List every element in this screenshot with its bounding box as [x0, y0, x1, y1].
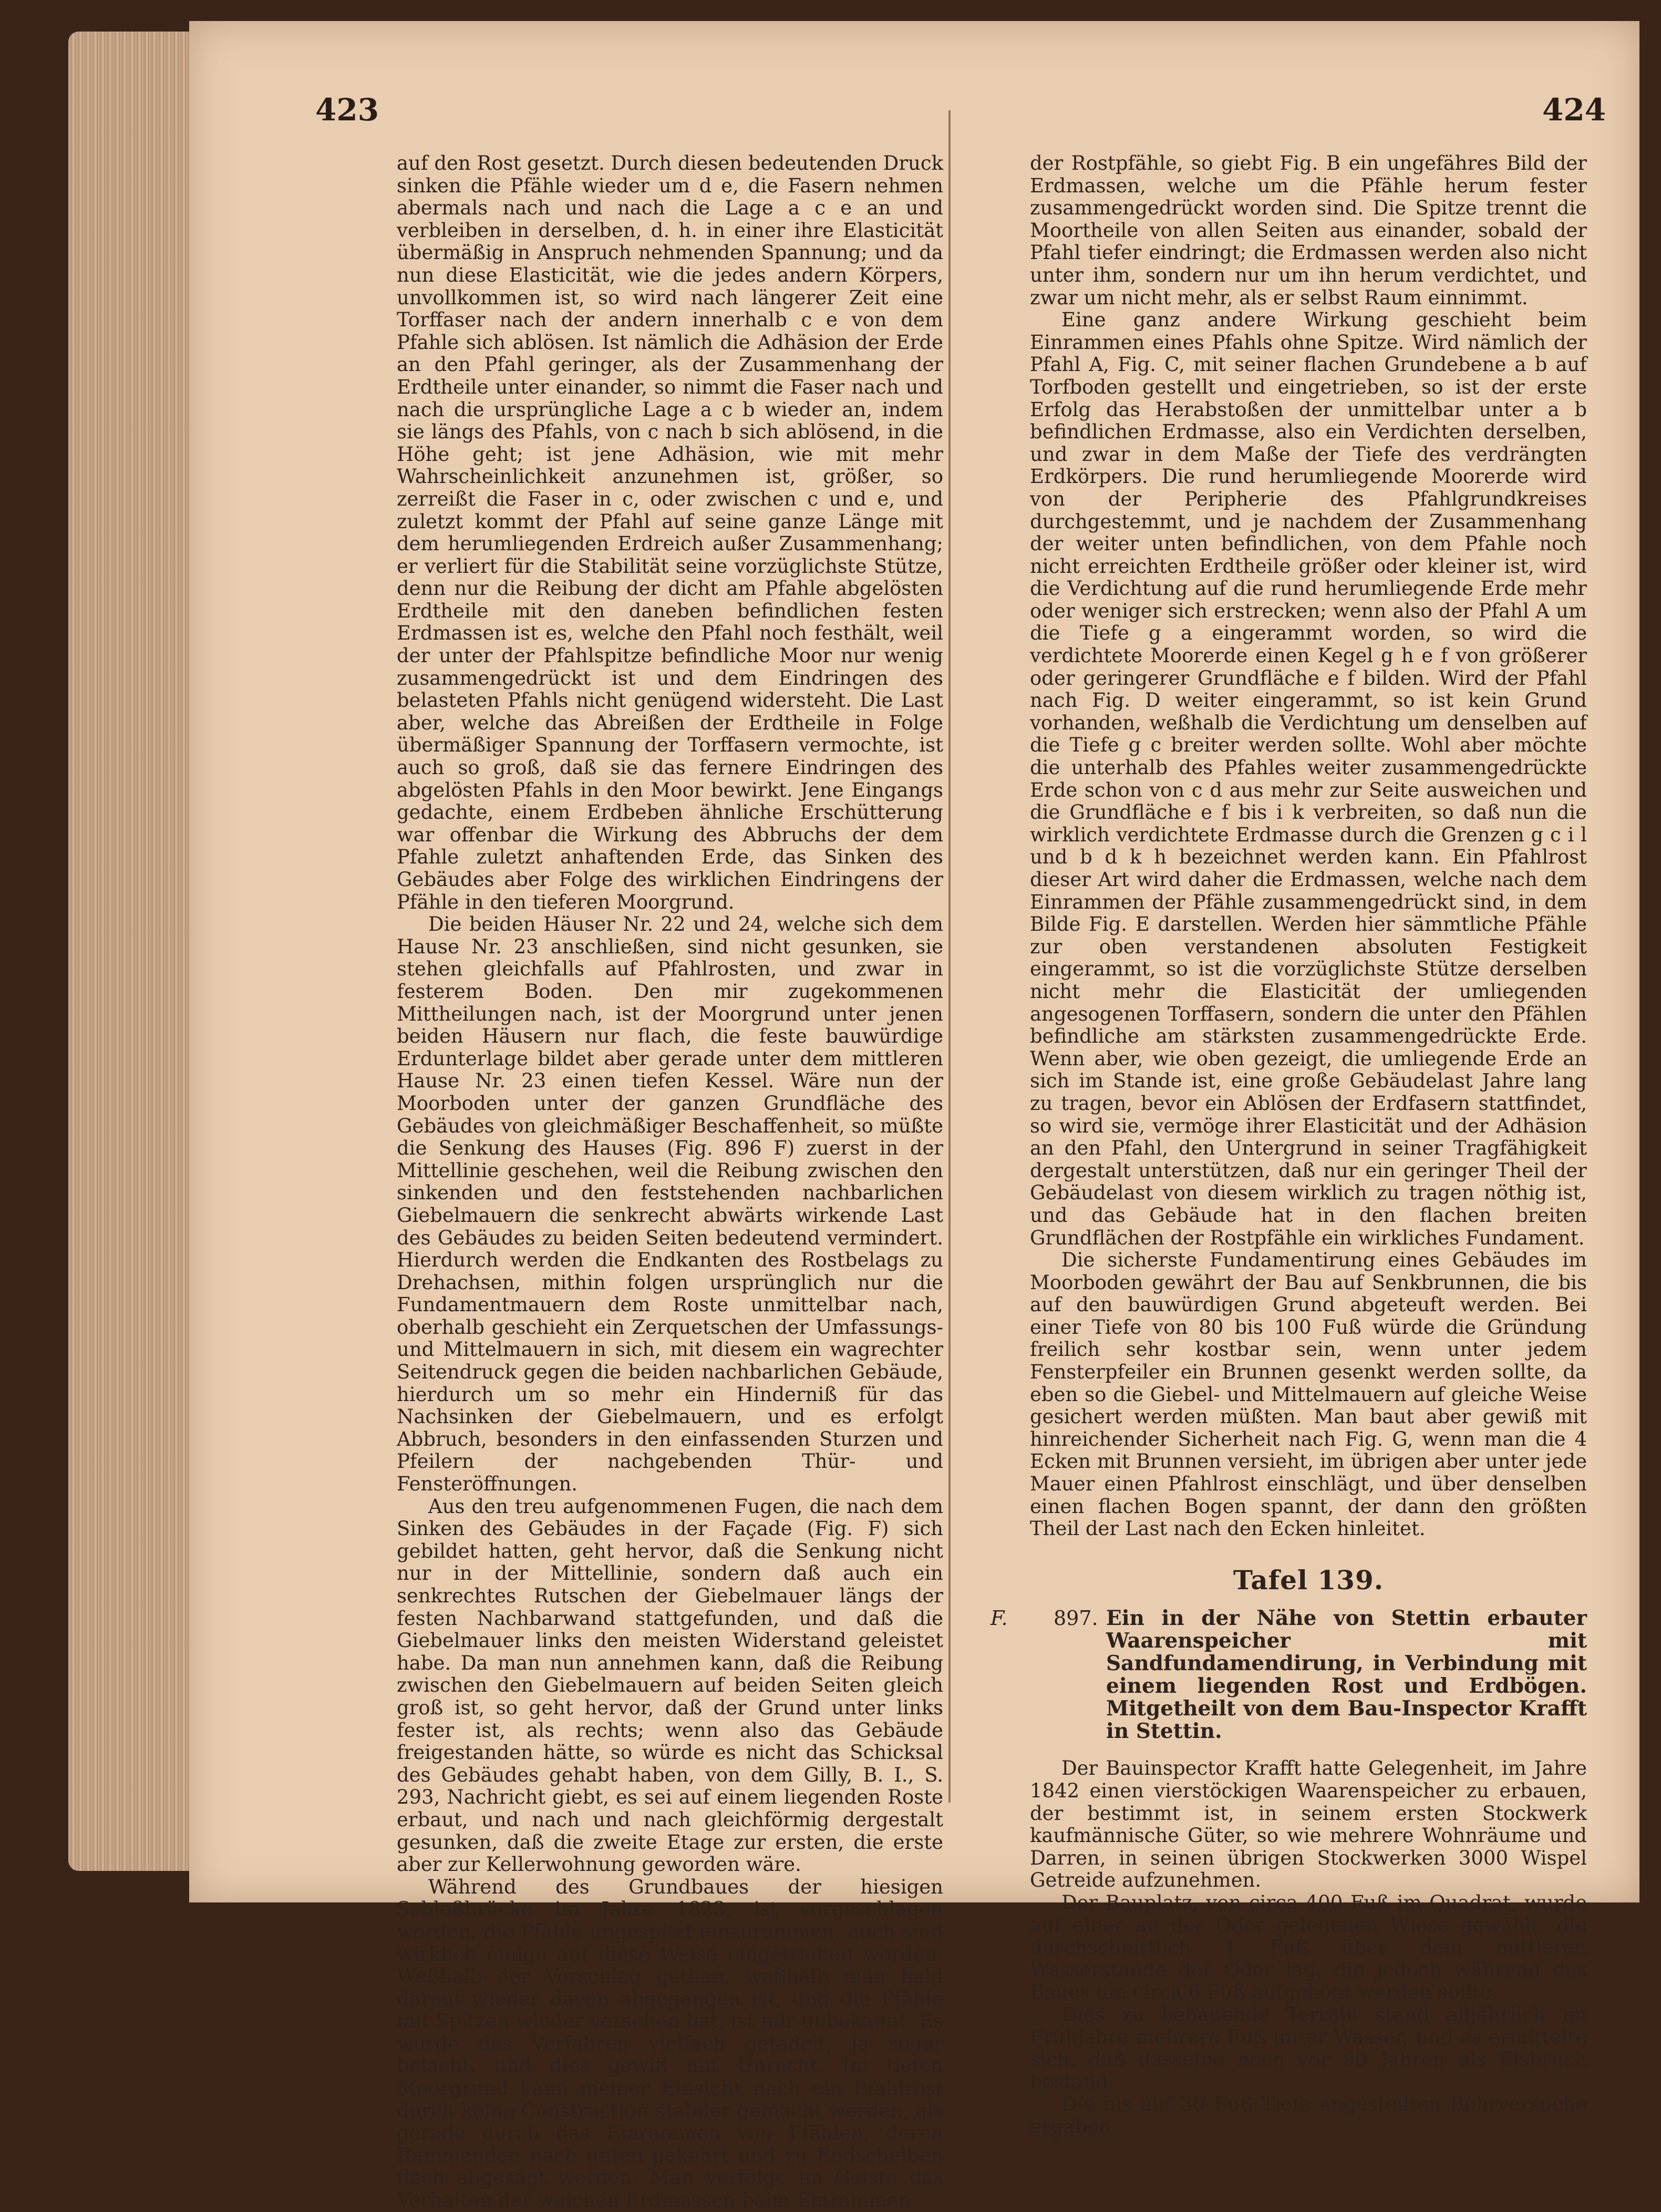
figure-title: Ein in der Nähe von Stettin erbauter Waarenspeicher mit Sandfundamendirung, in Verbindung mit einem liegenden Rost und Erdbögen. Mitgetheilt von dem Bau-Inspector Krafft in Stettin.: [1106, 1606, 1587, 1744]
paragraph: Eine ganz andere Wirkung geschieht beim Einrammen eines Pfahls ohne Spitze. Wird nämlich der Pfahl A, Fig. C, mit seiner flachen Grundebene a b auf Torfboden gestellt und eingetrieben, so ist der erste Erfolg das Herabstoßen der unmittelbar unter a b befindlichen Erdmasse, also ein Verdichten derselben, und zwar in dem Maße der Tiefe des verdrängten Erdkörpers. Die rund herumliegende Moorerde wird von der Peripherie des Pfahlgrundkreises durchgestemmt, und je nachdem der Zusammenhang der weiter unten befindlichen, von dem Pfahle noch nicht erreichten Erdtheile größer oder kleiner ist, wird die Verdichtung auf die rund herumliegende Erde mehr oder weniger sich erstrecken; wenn also der Pfahl A um die Tiefe g a eingerammt worden, so wird die verdichtete Moorerde einen Kegel g h e f von größerer oder geringerer Grundfläche e f bilden. Wird der Pfahl nach Fig. D weiter eingerammt, so ist kein Grund vorhanden, weßhalb die Verdichtung um denselben auf die Tiefe g c breiter werden sollte. Wohl aber möchte die unterhalb des Pfahles weiter zusammengedrückte Erde schon von c d aus mehr zur Seite ausweichen und die Grundfläche e f bis i k verbreiten, so daß nun die wirklich verdichtete Erdmasse durch die Grenzen g c i l und b d k h bezeichnet werden kann. Ein Pfahlrost dieser Art wird daher die Erdmassen, welche nach dem Einrammen der Pfähle zusammengedrückt sind, in dem Bilde Fig. E darstellen. Werden hier sämmtliche Pfähle zur oben verstandenen absoluten Festigkeit eingerammt, so ist die vorzüglichste Stütze derselben nicht mehr die Elasticität der umliegenden angesogenen Torffasern, sondern die unter den Pfählen befindliche am stärksten zusammengedrückte Erde. Wenn aber, wie oben gezeigt, die umliegende Erde an sich im Stande ist, eine große Gebäudelast Jahre lang zu tragen, bevor ein Ablösen der Erdfasern stattfindet, so wird sie, vermöge ihrer Elasticität und der Adhäsion an den Pfahl, den Untergrund in seiner Tragfähigkeit dergestalt unterstützen, daß nur ein geringer Theil der Gebäudelast von diesem wirklich zu tragen nöthig ist, und das Gebäude hat in den flachen breiten Grundflächen der Rostpfähle ein wirkliches Fundament.: [1030, 308, 1587, 1249]
paragraph: Die bis auf 30 Fuß Tiefe angestellten Bohrversuche ergaben: [1030, 2093, 1587, 2138]
paragraph: Die sicherste Fundamentirung eines Gebäudes im Moorboden gewährt der Bau auf Senkbrunnen, die bis auf den bauwürdigen Grund abgeteuft werden. Bei einer Tiefe von 80 bis 100 Fuß würde die Gründung freilich sehr kostbar sein, wenn unter jedem Fensterpfeiler ein Brunnen gesenkt werden sollte, da eben so die Giebel- und Mittelmauern auf gleiche Weise gesichert werden müßten. Man baut aber gewiß mit hinreichender Sicherheit nach Fig. G, wenn man die 4 Ecken mit Brunnen versieht, im übrigen aber unter jede Mauer einen Pfahlrost einschlägt, und über denselben einen flachen Bogen spannt, der dann den größten Theil der Last nach den Ecken hinleitet.: [1030, 1249, 1587, 1540]
page-number-right: 424: [1542, 92, 1606, 128]
paragraph: Der Bauinspector Krafft hatte Gelegenheit, im Jahre 1842 einen vierstöckigen Waarenspeicher zu erbauen, der bestimmt ist, in seinem ersten Stockwerk kaufmännische Güter, so wie mehrere Wohnräume und Darren, in seinen übrigen Stockwerken 3000 Wispel Getreide aufzunehmen.: [1030, 1757, 1587, 1892]
right-column: [991, 152, 1587, 2138]
paragraph: Aus den treu aufgenommenen Fugen, die nach dem Sinken des Gebäudes in der Façade (Fig. F) sich gebildet hatten, geht hervor, daß die Senkung nicht nur in der Mittellinie, sondern daß auch ein senkrechtes Rutschen der Giebelmauer längs der festen Nachbarwand stattgefunden, und daß die Giebelmauer links den meisten Widerstand geleistet habe. Da man nun annehmen kann, daß die Reibung zwischen den Giebelmauern auf beiden Seiten gleich groß ist, so geht hervor, daß der Grund unter links fester ist, als rechts; wenn also das Gebäude freigestanden hätte, so würde es nicht das Schicksal des Gebäudes gehabt haben, von dem Gilly, B. I., S. 293, Nachricht giebt, es sei auf einem liegenden Roste erbaut, und nach und nach gleichförmig dergestalt gesunken, daß die zweite Etage zur ersten, die erste aber zur Kellerwohnung geworden wäre.: [397, 1495, 943, 1876]
paragraph: Während des Grundbaues der hiesigen Schloßbrücke im Jahre 1823, ist vorgeschlagen worden, die Pfähle ungespitzt einzurammen; auch sind wirklich einige auf diese Weise eingetrieben worden. Weßhalb der Vorschlag gethan, weßhalb man bald darauf wieder davon abgegangen ist, und die Pfähle mit Spitzen wieder versehen hat, ist mir unbekannt. Es wurde das Verfahren vielfach getadelt, ja sogar belacht, und dies gewiß mit Unrecht. Im tiefen Moorgrund kann meiner Einsicht nach ein Pfahlrost durch keine Construction stabiler gemacht werden, als gerade durch das Einrammen von Pfählen, deren Rammenden nach unten gekehrt und zu Endscheiben flach abgesägt werden. Man verfolge im Geiste das Verhalten der weichen Erdmassen beim Einrammen: [397, 1875, 943, 2212]
page-number-left: 423: [315, 92, 379, 128]
book-page-edges: [68, 32, 205, 1871]
figure-label: F.: [991, 1607, 1008, 1630]
paragraph: der Rostpfähle, so giebt Fig. B ein ungefähres Bild der Erdmassen, welche um die Pfähle herum fester zusammengedrückt worden sind. Die Spitze trennt die Moortheile von allen Seiten aus einander, sobald der Pfahl tiefer eindringt; die Erdmassen werden also nicht unter ihm, sondern nur um ihn herum verdichtet, und zwar um nicht mehr, als er selbst Raum einnimmt.: [1030, 152, 1587, 309]
paragraph: Dies zu bebauende Terrain stand alljährlich im Frühjahre mehrere Fuß unter Wasser, und es ermittelte sich, daß dasselbe noch vor 90 Jahren als Elsbruch bestand.: [1030, 2003, 1587, 2093]
paragraph: Die beiden Häuser Nr. 22 und 24, welche sich dem Hause Nr. 23 anschließen, sind nicht gesunken, sie stehen gleichfalls auf Pfahlrosten, und zwar in festerem Boden. Den mir zugekommenen Mittheilungen nach, ist der Moorgrund unter jenen beiden Häusern nur flach, die feste bauwürdige Erdunterlage bildet aber gerade unter dem mittleren Hause Nr. 23 einen tiefen Kessel. Wäre nun der Moorboden unter der ganzen Grundfläche des Gebäudes von gleichmäßiger Beschaffenheit, so müßte die Senkung des Hauses (Fig. 896 F) zuerst in der Mittellinie geschehen, weil die Reibung zwischen den sinkenden und den feststehenden nachbarlichen Giebelmauern die senkrecht abwärts wirkende Last des Gebäudes zu beiden Seiten bedeutend vermindert. Hierdurch werden die Endkanten des Rostbelags zu Drehachsen, mithin folgen ursprünglich nur die Fundamentmauern dem Roste unmittelbar nach, oberhalb geschieht ein Zerquetschen der Umfassungs- und Mittelmauern in sich, mit diesem ein wagrechter Seitendruck gegen die beiden nachbarlichen Gebäude, hierdurch um so mehr ein Hinderniß für das Nachsinken der Giebelmauern, und es erfolgt Abbruch, besonders in den einfassenden Sturzen und Pfeilern der nachgebenden Thür- und Fensteröffnungen.: [397, 913, 943, 1496]
left-column: [397, 152, 943, 2212]
figure-number: 897.: [1054, 1607, 1098, 1630]
plate-heading: Tafel 139.: [1233, 1564, 1384, 1596]
paragraph: auf den Rost gesetzt. Durch diesen bedeutenden Druck sinken die Pfähle wieder um d e, die Fasern nehmen abermals nach und nach die Lage a c e an und verbleiben in derselben, d. h. in einer ihre Elasticität übermäßig in Anspruch nehmenden Spannung; und da nun diese Elasticität, wie die jedes andern Körpers, unvollkommen ist, so wird nach längerer Zeit eine Torffaser nach der andern innerhalb c e von dem Pfahle sich ablösen. Ist nämlich die Adhäsion der Erde an den Pfahl geringer, als der Zusammenhang der Erdtheile unter einander, so nimmt die Faser nach und nach die ursprüngliche Lage a c b wieder an, indem sie längs des Pfahls, von c nach b sich ablösend, in die Höhe geht; ist jene Adhäsion, wie mit mehr Wahrscheinlichkeit anzunehmen ist, größer, so zerreißt die Faser in c, oder zwischen c und e, und zuletzt kommt der Pfahl auf seine ganze Länge mit dem herumliegenden Erdreich außer Zusammenhang; er verliert für die Stabilität seine vorzüglichste Stütze, denn nur die Reibung der dicht am Pfahle abgelösten Erdtheile mit den daneben befindlichen festen Erdmassen ist es, welche den Pfahl noch festhält, weil der unter der Pfahlspitze befindliche Moor nur wenig zusammengedrückt ist und dem Eindringen des belasteten Pfahls nicht genügend widersteht. Die Last aber, welche das Abreißen der Erdtheile in Folge übermäßiger Spannung der Torffasern vermochte, ist auch so groß, daß sie das fernere Eindringen des abgelösten Pfahls in den Moor bewirkt. Jene Eingangs gedachte, einem Erdbeben ähnliche Erschütterung war offenbar die Wirkung des Abbruchs der dem Pfahle zuletzt anhaftenden Erde, das Sinken des Gebäudes aber Folge des wirklichen Eindringens der Pfähle in den tieferen Moorgrund.: [397, 152, 943, 913]
figure-entry: [991, 1606, 1587, 1744]
column-divider: [948, 110, 951, 1803]
paragraph: Der Bauplatz, von circa 400 Fuß im Quadrat, wurde auf einer an der Oder gelegenen Wiese gewählt, die durchschnittlich 1 Fuß über dem mittleren Wasserstande der Oder lag, die jedoch während des Baues um circa 6 Fuß aufgehöht werden sollte.: [1030, 1891, 1587, 2004]
